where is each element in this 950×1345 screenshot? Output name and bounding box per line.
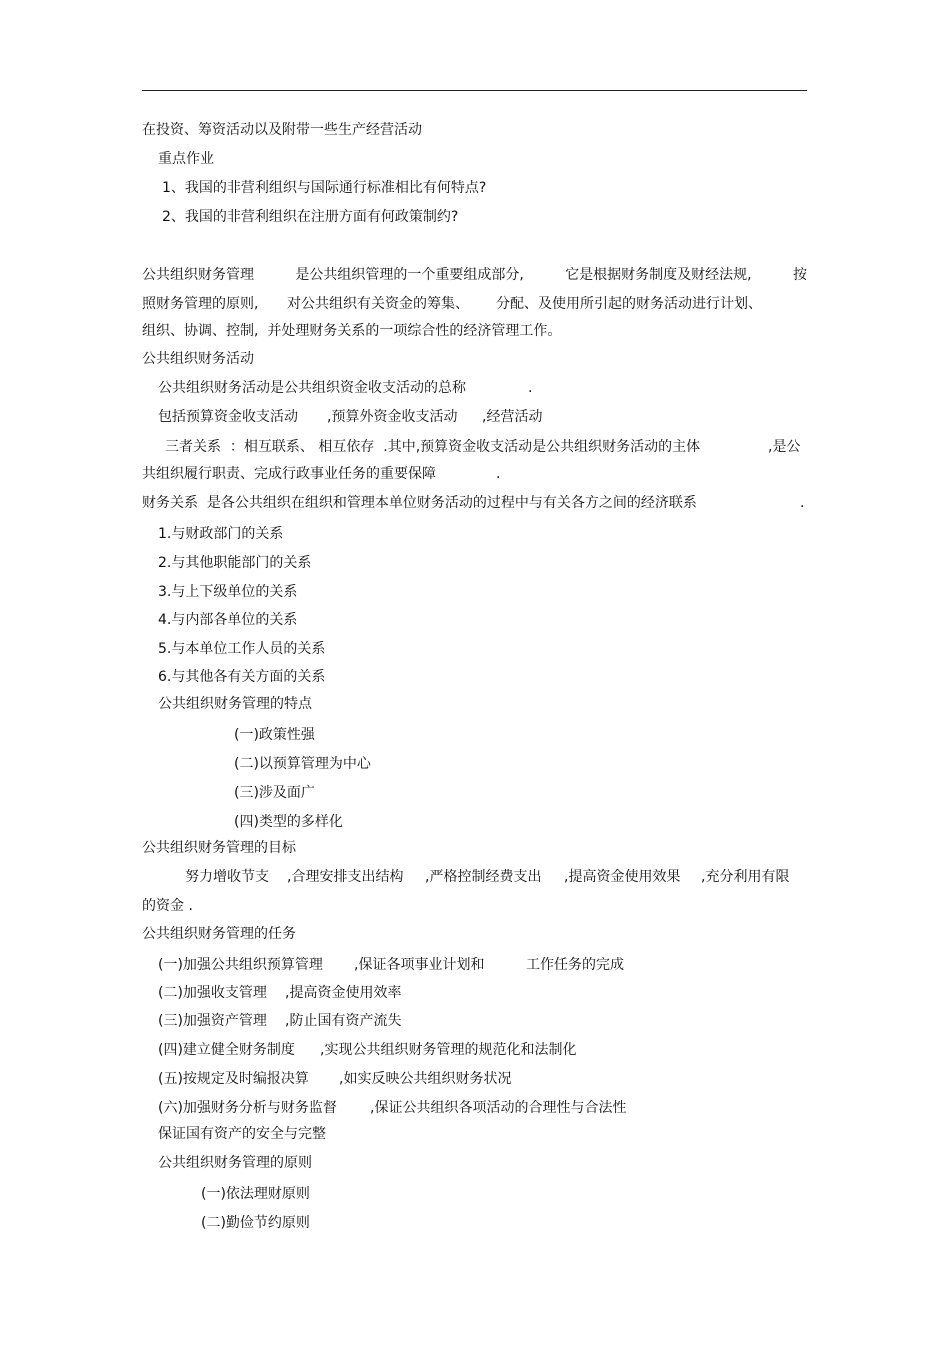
text-segment: 工作任务的完成 [526,957,624,973]
text-segment: ,预算外资金收支活动 [327,409,458,425]
list-item: 5.与本单位工作人员的关系 [158,641,326,657]
list-item: (一)依法理财原则 [201,1186,310,1202]
text-segment: 照财务管理的原则, [142,296,259,312]
list-item: (三)涉及面广 [234,785,315,801]
text-segment: ,合理安排支出结构 [287,869,404,885]
section-heading: 公共组织财务管理的特点 [158,696,312,712]
text-segment: ,保证各项事业计划和 [354,957,485,973]
list-item: 3.与上下级单位的关系 [158,584,298,600]
text-segment: . [496,466,501,482]
paragraph-line [142,265,807,285]
list-item: (二)勤俭节约原则 [201,1215,310,1231]
text-segment: 的资金 . [142,898,193,914]
text-segment: ,经营活动 [482,409,543,425]
text-segment: (四)建立健全财务制度 [158,1042,295,1058]
text-segment: ,如实反映公共组织财务状况 [339,1071,512,1087]
text-segment: (一)加强公共组织预算管理 [158,957,323,973]
text-segment: 对公共组织有关资金的筹集、 [287,296,469,312]
text-segment: ,实现公共组织财务管理的规范化和法制化 [320,1042,577,1058]
text-line: 在投资、筹资活动以及附带一些生产经营活动 [142,122,422,138]
list-item: (二)以预算管理为中心 [234,756,371,772]
text-segment: ,严格控制经费支出 [425,869,542,885]
text-segment: 是公共组织管理的一个重要组成部分, [295,267,524,283]
text-segment: . [800,495,805,511]
text-segment: 它是根据财务制度及财经法规, [565,267,752,283]
text-segment: (五)按规定及时编报决算 [158,1071,309,1087]
section-heading: 公共组织财务管理的原则 [158,1155,312,1171]
text-segment: (三)加强资产管理 [158,1013,267,1029]
text-segment: ,提高资金使用效率 [285,985,402,1001]
list-item: 1.与财政部门的关系 [158,526,284,542]
homework-question: 2、我国的非营利组织在注册方面有何政策制约? [162,209,459,225]
paragraph-line: 组织、协调、控制, 并处理财务关系的一项综合性的经济管理工作。 [142,323,562,339]
text-segment: ,防止国有资产流失 [285,1013,402,1029]
text-segment: (六)加强财务分析与财务监督 [158,1100,337,1116]
section-heading: 重点作业 [158,151,214,167]
text-segment: ,保证公共组织各项活动的合理性与合法性 [370,1100,627,1116]
text-segment: 分配、及使用所引起的财务活动进行计划、 [496,296,762,312]
list-item: 6.与其他各有关方面的关系 [158,669,326,685]
section-heading: 公共组织财务管理的目标 [142,840,296,856]
text-segment: ,是公 [768,439,801,455]
text-segment: 公共组织财务活动是公共组织资金收支活动的总称 [158,380,466,396]
list-item: 2.与其他职能部门的关系 [158,555,312,571]
text-segment: 三者关系 ：相互联系、 相互依存 .其中,预算资金收支活动是公共组织财务活动的主体 [165,439,701,455]
text-segment: 包括预算资金收支活动 [158,409,298,425]
section-heading: 公共组织财务活动 [142,351,254,367]
term: 公共组织财务管理 [142,267,254,283]
list-item: 4.与内部各单位的关系 [158,612,298,628]
text-segment: (二)加强收支管理 [158,985,267,1001]
text-segment: ,提高资金使用效果 [564,869,681,885]
section-heading: 公共组织财务管理的任务 [142,926,296,942]
header-rule [142,90,807,91]
list-item: (四)类型的多样化 [234,814,343,830]
text-segment: 共组织履行职责、完成行政事业任务的重要保障 [142,466,436,482]
text-segment: ,充分利用有限 [701,869,790,885]
text-segment: 财务关系 是各公共组织在组织和管理本单位财务活动的过程中与有关各方之间的经济联系 [142,495,697,511]
text-segment: 努力增收节支 [185,869,269,885]
text-segment: 按 [792,267,807,283]
homework-question: 1、我国的非营利组织与国际通行标准相比有何特点? [162,180,487,196]
list-item: (一)政策性强 [234,727,315,743]
text-segment: 保证国有资产的安全与完整 [158,1126,326,1142]
text-segment: . [528,380,533,396]
